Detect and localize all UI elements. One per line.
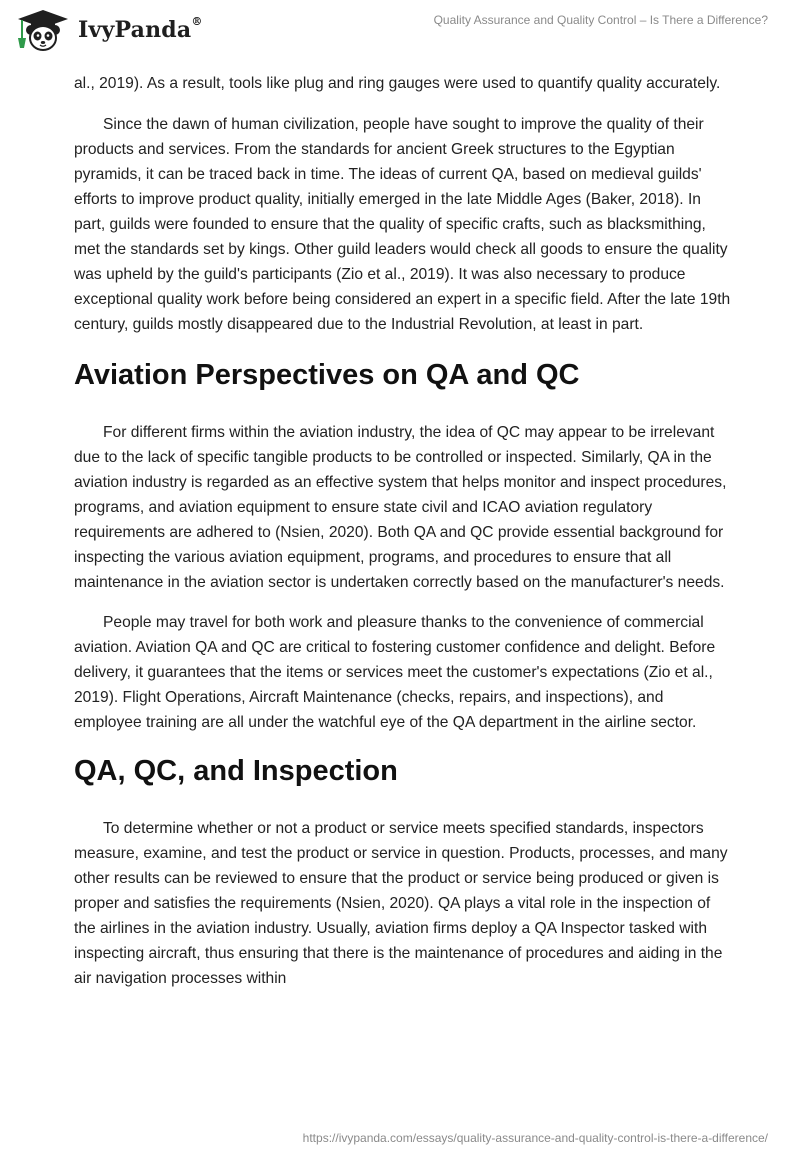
- paragraph-history: Since the dawn of human civilization, people have sought to improve the quality of their products and services. From the standards for ancient Greek structures to the Egyptian pyramids, it can be traced back in time. The ideas of current QA, based on medieval guilds' efforts to improve product quality, initially emerged in the late Middle Ages (Baker, 2018). In part, guilds were founded to ensure that the quality of specific crafts, such as blacksmithing, met the standards set by kings. Other guild leaders would check all goods to ensure the quality was upheld by the guild's participants (Zio et al., 2019). It was also necessary to produce exceptional quality work before being considered an expert in a specific field. After the late 19th century, guilds mostly disappeared due to the Industrial Revolution, at least in part.: [74, 116, 731, 333]
- paragraph-aviation-2: People may travel for both work and pleasure thanks to the convenience of commercial aviation. Aviation QA and QC are critical to fostering customer confidence and delight. Before delivery, it guarantees that the items or services meet the customer's expectations (Zio et al., 2019). Flight Operations, Aircraft Maintenance (checks, repairs, and inspections), and employee training are all under the watchful eye of the QA department in the airline sector.: [74, 614, 716, 731]
- essay-content: [74, 71, 734, 991]
- footer-url[interactable]: https://ivypanda.com/essays/quality-assurance-and-quality-control-is-there-a-difference/: [302, 1131, 768, 1145]
- document-title: Quality Assurance and Quality Control – Is There a Difference?: [433, 13, 768, 27]
- page-header: [0, 0, 800, 66]
- registered-mark: ®: [191, 15, 203, 28]
- logo-wordmark: [78, 17, 203, 43]
- section-heading-inspection: QA, QC, and Inspection: [74, 755, 398, 787]
- section-heading-aviation: Aviation Perspectives on QA and QC: [74, 359, 580, 391]
- logo-text: IvyPanda: [78, 17, 192, 43]
- paragraph-inspection: To determine whether or not a product or service meets specified standards, inspectors measure, examine, and test the product or service in question. Products, processes, and many other results can be reviewed to ensure that the product or service being produced or given is proper and satisfies the requirements (Nsien, 2020). QA plays a vital role in the inspection of the airlines in the aviation industry. Usually, aviation firms deploy a QA Inspector tasked with inspecting aircraft, thus ensuring that there is the maintenance of procedures and aiding in the air navigation processes within: [74, 820, 728, 987]
- panda-graduate-icon: [14, 8, 72, 52]
- paragraph-aviation-1: For different firms within the aviation industry, the idea of QC may appear to be irrelevant due to the lack of specific tangible products to be controlled or inspected. Similarly, QA in the aviation industry is regarded as an effective system that helps monitor and inspect procedures, programs, and aviation equipment to ensure state civil and ICAO aviation regulatory requirements are adhered to (Nsien, 2020). Both QA and QC provide essential background for inspecting the various aviation equipment, programs, and procedures to ensure that all maintenance in the aviation sector is undertaken correctly based on the manufacturer's needs.: [74, 424, 727, 591]
- ivypanda-logo[interactable]: [14, 8, 203, 52]
- paragraph-continuation: al., 2019). As a result, tools like plug and ring gauges were used to quantify quality accurately.: [74, 75, 721, 92]
